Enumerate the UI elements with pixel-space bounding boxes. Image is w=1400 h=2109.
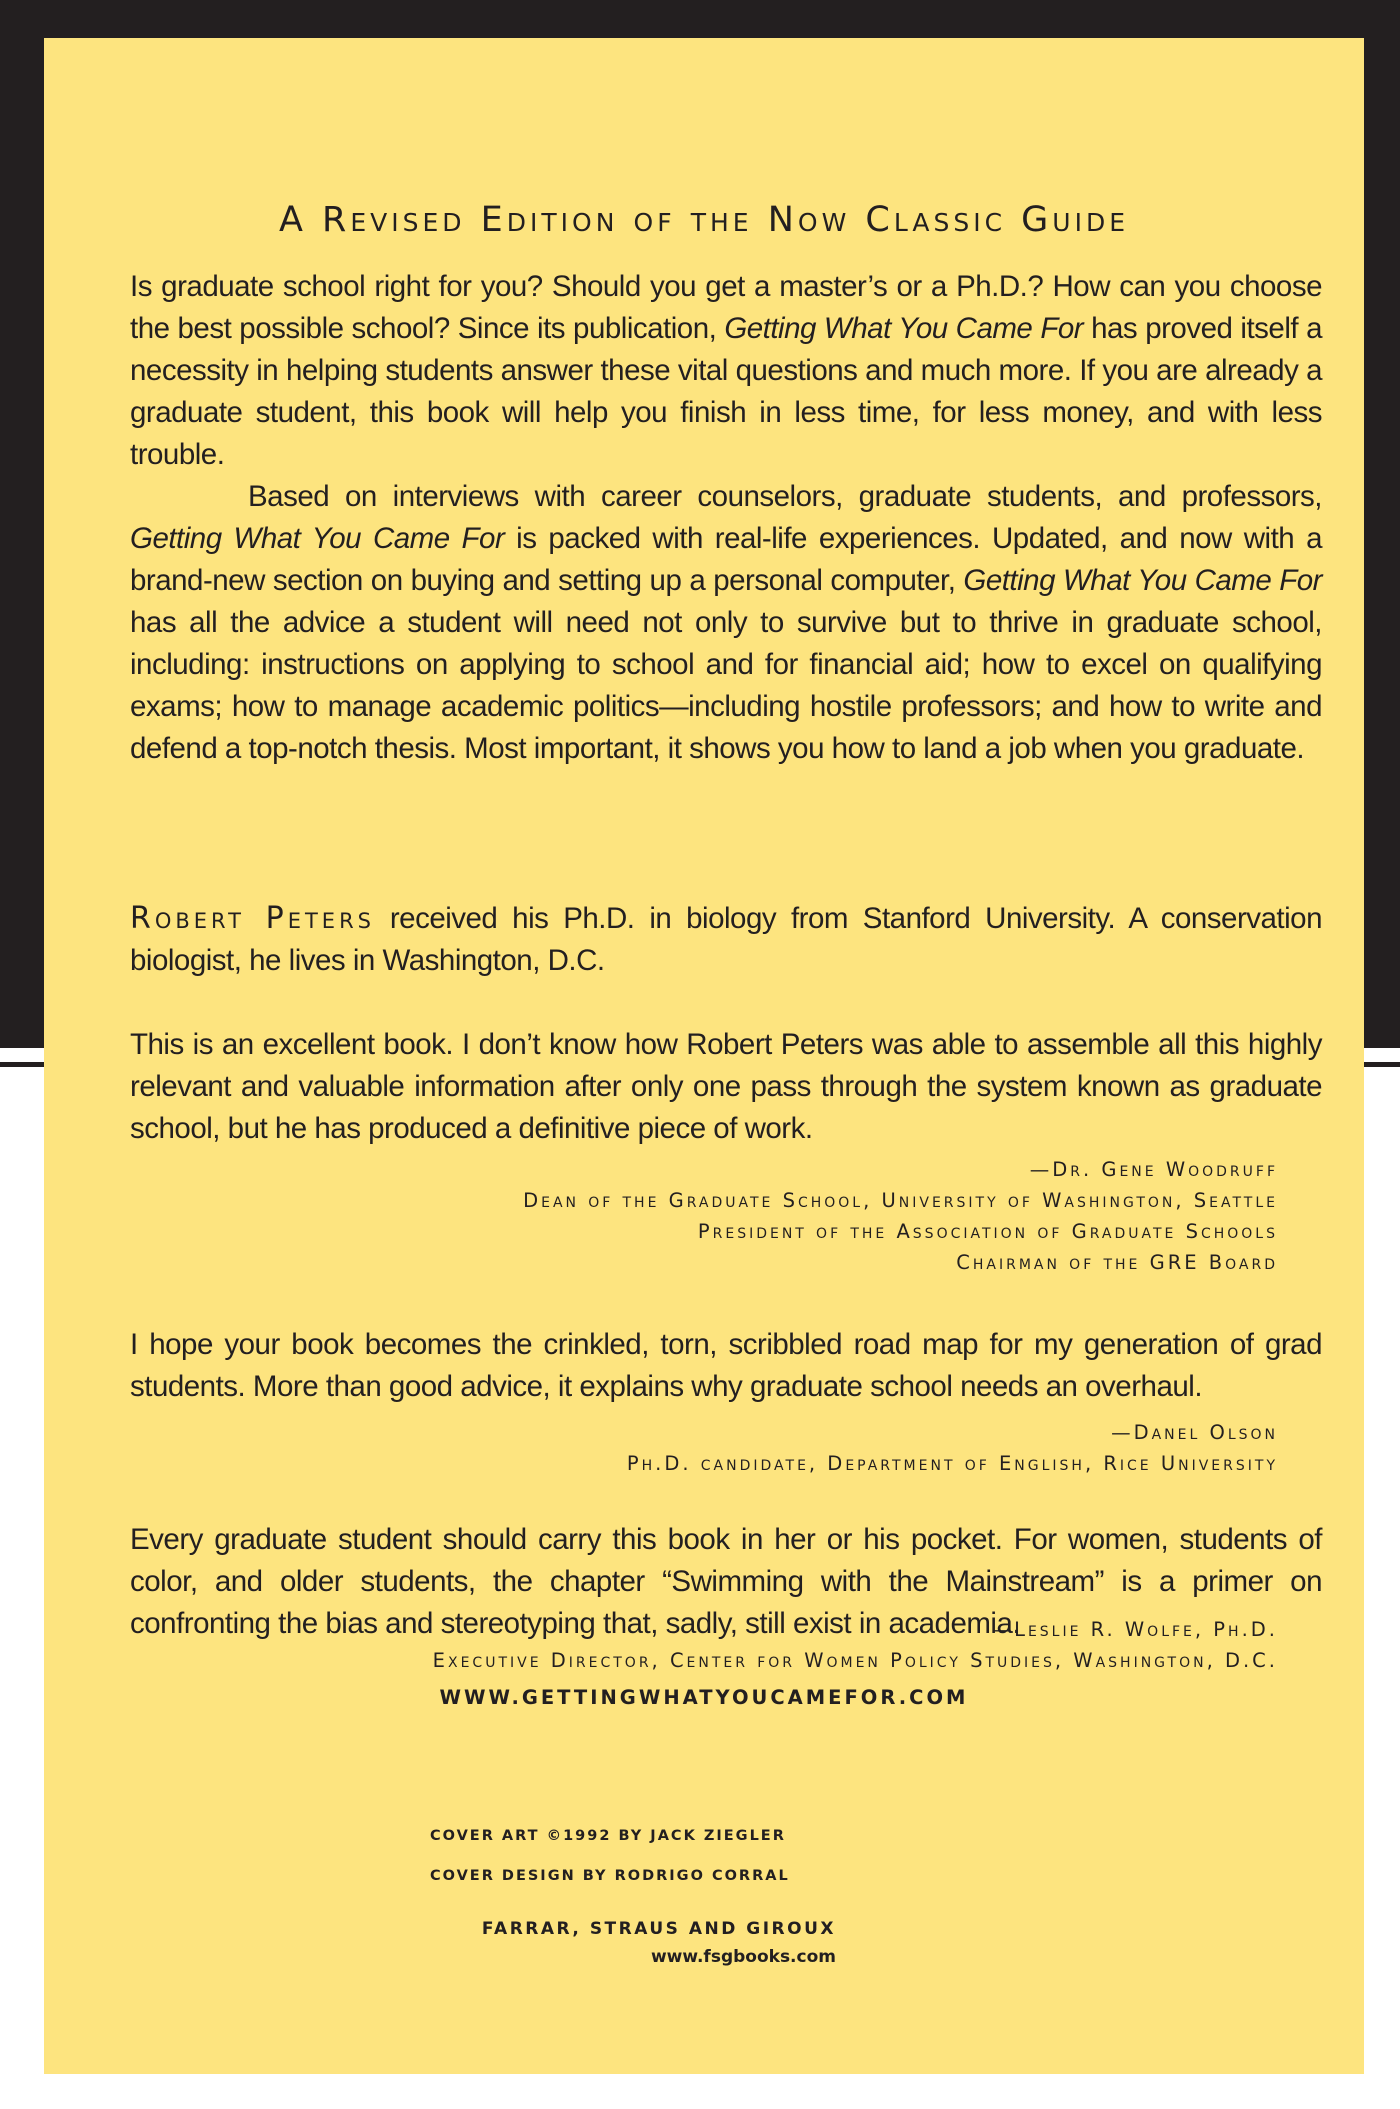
attribution-name: —Danel Olson bbox=[1111, 1421, 1278, 1444]
author-bio-text: received his Ph.D. in biology from Stanford University. A conservation biologist, he lives in Washington, D.C. bbox=[130, 902, 1322, 977]
publisher-website-link[interactable]: www.fsgbooks.com bbox=[650, 1947, 836, 1967]
intro-p2-seg-2: is packed with real-life experiences. Updated, and now with a brand-new section on buying and setting up a personal computer, bbox=[130, 522, 1322, 597]
intro-p2-seg-4: has all the advice a student will need not only to survive but to thrive in graduate school, including: instructions on applying to school and for financial aid; how to excel on qualifying exams; how to manage academic politics—including hostile professors; and how to write and defend a top-notch thesis. Most important, it shows you how to land a job when you graduate. bbox=[130, 606, 1322, 765]
attribution-title: Executive Director, Center for Women Policy Studies, Washington, D.C. bbox=[432, 1649, 1278, 1672]
blurb-attribution-3 bbox=[86, 1614, 1278, 1676]
cover-art-credit: COVER ART ©1992 BY JACK ZIEGLER bbox=[430, 1828, 786, 1844]
author-bio bbox=[130, 898, 1322, 982]
blurb-attribution-1 bbox=[86, 1154, 1278, 1278]
book-title-italic: Getting What You Came For bbox=[130, 522, 505, 555]
attribution-name: —Dr. Gene Woodruff bbox=[1029, 1158, 1278, 1181]
intro-paragraph-1 bbox=[130, 266, 1322, 476]
back-cover-panel bbox=[44, 38, 1364, 2074]
book-title-italic: Getting What You Came For bbox=[724, 312, 1084, 345]
cover-credits bbox=[430, 1826, 790, 1906]
publisher-name: FARRAR, STRAUS AND GIROUX bbox=[481, 1919, 836, 1939]
intro-p1-seg-2: has proved itself a necessity in helping students answer these vital questions and much more. If you are already a graduate student, this book will help you finish in less time, for less money, and with less trouble. bbox=[130, 312, 1322, 471]
attribution-title: Ph.D. candidate, Department of English, Rice University bbox=[626, 1452, 1278, 1475]
book-website-link[interactable]: WWW.GETTINGWHATYOUCAMEFOR.COM bbox=[439, 1686, 969, 1709]
intro-paragraph-2 bbox=[130, 476, 1322, 770]
headline: A Revised Edition of the Now Classic Guide bbox=[278, 200, 1130, 240]
quote-text: Every graduate student should carry this book in her or his pocket. For women, students of color, and older students, the chapter “Swimming with the Mainstream” is a primer on confronting the bias and stereotyping that, sadly, still exist in academia. bbox=[130, 1523, 1322, 1640]
attribution-title: President of the Association of Graduate Schools bbox=[697, 1220, 1278, 1243]
book-title-italic: Getting What You Came For bbox=[963, 564, 1322, 597]
cover-design-credit: COVER DESIGN BY RODRIGO CORRAL bbox=[430, 1868, 790, 1884]
blurb-quote-2 bbox=[130, 1324, 1322, 1408]
publisher-block bbox=[430, 1916, 836, 1972]
attribution-title: Chairman of the GRE Board bbox=[956, 1251, 1278, 1274]
intro-copy bbox=[130, 266, 1322, 770]
quote-text: This is an excellent book. I don’t know how Robert Peters was able to assemble all this highly relevant and valuable information after only one pass through the system known as graduate school, but he has produced a definitive piece of work. bbox=[130, 1028, 1322, 1145]
attribution-name: —Leslie R. Wolfe, Ph.D. bbox=[991, 1618, 1278, 1641]
blurb-attribution-2 bbox=[86, 1417, 1278, 1479]
intro-p2-seg-0: Based on interviews with career counselors, graduate students, and professors, bbox=[248, 480, 1322, 513]
attribution-title: Dean of the Graduate School, University of Washington, Seattle bbox=[523, 1189, 1278, 1212]
quote-text: I hope your book becomes the crinkled, torn, scribbled road map for my generation of grad students. More than good advice, it explains why graduate school needs an overhaul. bbox=[130, 1328, 1322, 1403]
author-name: Robert Peters bbox=[130, 901, 375, 936]
intro-p1-seg-0: Is graduate school right for you? Should you get a master’s or a Ph.D.? How can you choose the best possible school? Since its publication, bbox=[130, 270, 1322, 345]
blurb-quote-1 bbox=[130, 1024, 1322, 1150]
